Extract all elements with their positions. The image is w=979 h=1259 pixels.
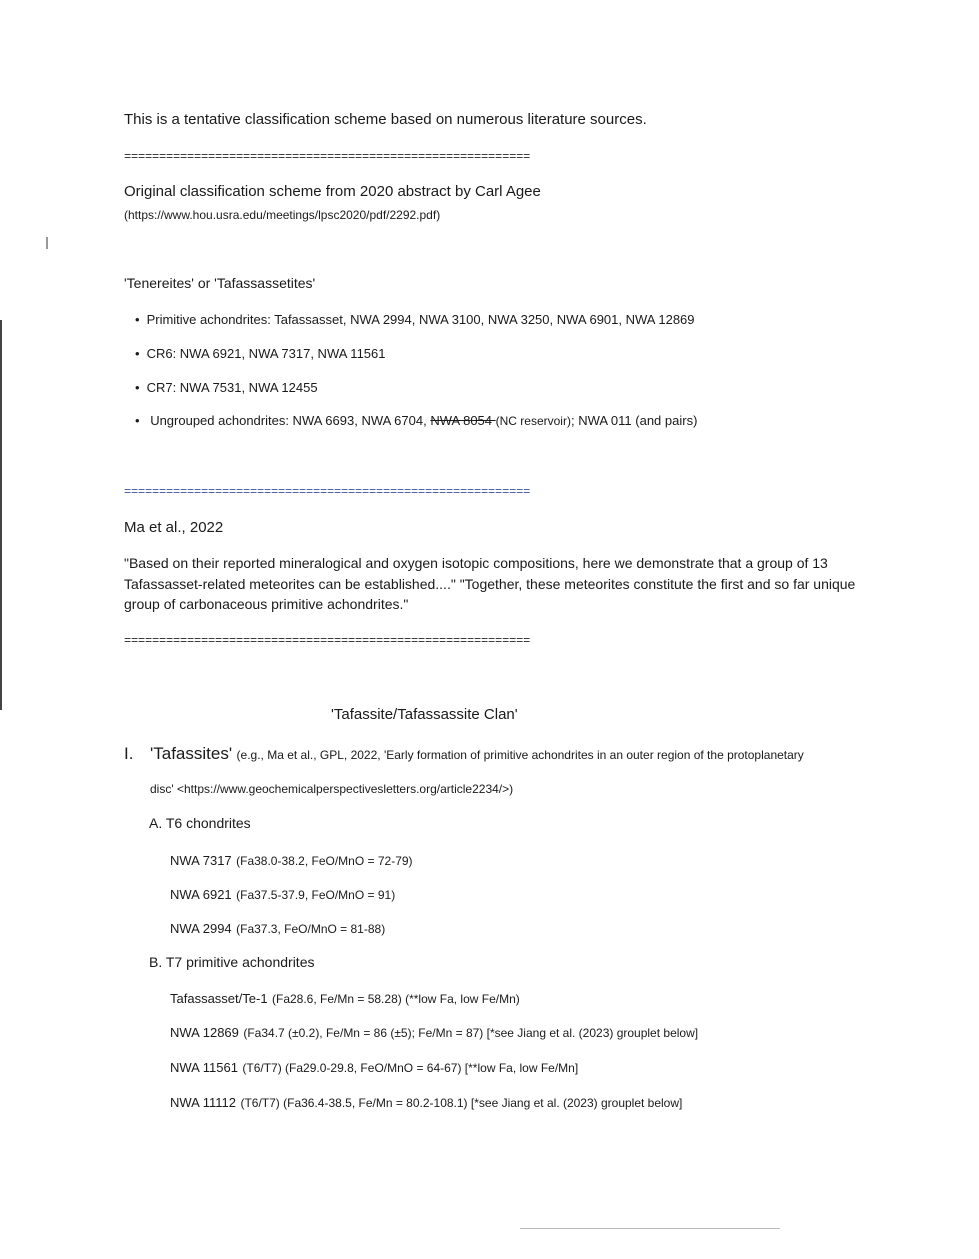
meteorite-detail: (Fa37.5-37.9, FeO/MnO = 91) (236, 888, 396, 902)
intro-text: This is a tentative classification scheme based on numerous literature sources. (124, 111, 647, 128)
ma-heading: Ma et al., 2022 (124, 519, 224, 536)
list-item: • Primitive achondrites: Tafassasset, NWA 2994, NWA 3100, NWA 3250, NWA 6901, NWA 12869 (135, 312, 695, 327)
ungrouped-suffix: ; NWA 011 (and pairs) (570, 413, 698, 428)
meteorite-name: NWA 2994 (170, 921, 232, 936)
meteorite-detail: (Fa28.6, Fe/Mn = 58.28) (**low Fa, low Fe/Mn) (272, 992, 520, 1006)
meteorite-name: NWA 7317 (170, 853, 232, 868)
reservoir-note: (NC reservoir) (495, 414, 571, 428)
section-ref-line-1: (e.g., Ma et al., GPL, 2022, 'Early formation of primitive achondrites in an outer region of the protoplanetary (236, 748, 804, 762)
meteorite-detail: (Fa37.3, FeO/MnO = 81-88) (236, 922, 386, 936)
meteorite-detail: (Fa38.0-38.2, FeO/MnO = 72-79) (236, 854, 413, 868)
section-heading (150, 744, 804, 764)
section-title: 'Tafassites' (150, 744, 233, 763)
meteorite-entry (170, 990, 520, 1008)
meteorite-entry (170, 920, 385, 938)
meteorite-name: NWA 6921 (170, 887, 232, 902)
list-item: • CR7: NWA 7531, NWA 12455 (135, 380, 318, 395)
section-ref-line-2: disc' <https://www.geochemicalperspectivesletters.org/article2234/>) (150, 782, 514, 796)
meteorite-entry (170, 852, 413, 870)
scan-speck (46, 237, 48, 249)
meteorite-name: NWA 11561 (170, 1060, 238, 1075)
separator-2: ========================================================== (124, 485, 531, 499)
separator-3: ========================================================== (124, 634, 531, 648)
meteorite-name: NWA 11112 (170, 1095, 236, 1110)
meteorite-name: Tafassasset/Te-1 (170, 991, 268, 1006)
section-number: I. (124, 744, 134, 763)
meteorite-entry (170, 1024, 698, 1042)
list-item: • CR6: NWA 6921, NWA 7317, NWA 11561 (135, 346, 386, 361)
meteorite-entry (170, 1094, 682, 1112)
meteorite-name: NWA 12869 (170, 1025, 239, 1040)
scan-edge-shadow (0, 320, 2, 710)
subsection-a-heading: A. T6 chondrites (149, 815, 251, 831)
struck-meteorite: NWA 8054 (430, 413, 496, 428)
separator-1: ========================================================== (124, 150, 531, 164)
meteorite-entry (170, 1059, 578, 1077)
ma-quote: "Based on their reported mineralogical and oxygen isotopic compositions, here we demonstrate that a group of 13 Tafassasset-related meteorites can be established...." "Together, these meteorites constitute the first and so far unique group of carbonaceous primitive achondrites." (124, 555, 856, 612)
clan-title: 'Tafassite/Tafassassite Clan' (331, 706, 518, 723)
meteorite-detail: (T6/T7) (Fa36.4-38.5, Fe/Mn = 80.2-108.1) [*see Jiang et al. (2023) grouplet below] (240, 1096, 683, 1110)
meteorite-entry (170, 886, 395, 904)
meteorite-detail: (Fa34.7 (±0.2), Fe/Mn = 86 (±5); Fe/Mn = 87) [*see Jiang et al. (2023) grouplet below] (243, 1026, 699, 1040)
meteorite-detail: (T6/T7) (Fa29.0-29.8, FeO/MnO = 64-67) [**low Fa, low Fe/Mn] (242, 1061, 579, 1075)
list-item-ungrouped (135, 413, 697, 428)
ungrouped-prefix: Ungrouped achondrites: NWA 6693, NWA 6704, (150, 413, 431, 428)
agee-heading: Original classification scheme from 2020 abstract by Carl Agee (124, 183, 541, 200)
subsection-b-heading: B. T7 primitive achondrites (149, 954, 315, 970)
tenereites-title: 'Tenereites' or 'Tafassassetites' (124, 275, 316, 291)
scan-bottom-line (520, 1228, 780, 1229)
agee-url: (https://www.hou.usra.edu/meetings/lpsc2020/pdf/2292.pdf) (124, 208, 441, 222)
